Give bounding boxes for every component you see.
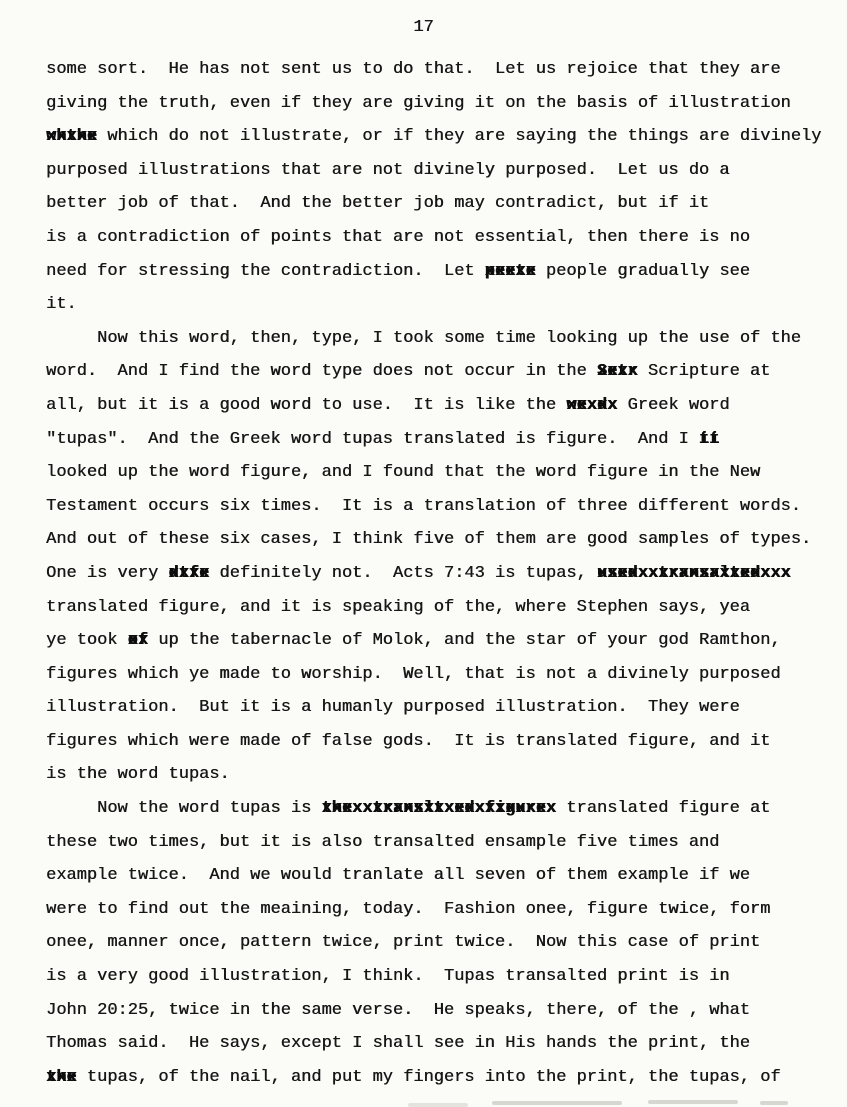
- text-segment: example twice. And we would tranlate all seven of them example if we: [46, 866, 750, 886]
- text-line: [46, 1061, 837, 1095]
- text-line: [46, 893, 837, 927]
- text-segment: is a contradiction of points that are not essential, then there is no: [46, 227, 750, 247]
- page-number: 17: [413, 18, 434, 37]
- text-line: [46, 389, 837, 423]
- text-line: [46, 221, 837, 255]
- struck-out-text: Setr xxxx: [597, 355, 638, 389]
- text-segment: these two times, but it is also transalted ensample five times and: [46, 832, 720, 852]
- text-line: [46, 994, 837, 1028]
- text-line: [46, 456, 837, 490]
- text-segment: John 20:25, twice in the same verse. He speaks, there, of the , what: [46, 1000, 750, 1020]
- text-line: [46, 187, 837, 221]
- text-segment: translated figure at: [556, 799, 771, 819]
- text-segment: "tupas". And the Greek word tupas translated is figure. And I: [46, 429, 699, 449]
- text-line: [46, 859, 837, 893]
- text-line: [46, 53, 837, 87]
- text-line: [46, 255, 837, 289]
- text-segment: giving the truth, even if they are giving it on the basis of illustration: [46, 93, 791, 113]
- text-line: [46, 758, 837, 792]
- text-line: [46, 792, 837, 826]
- struck-out-text: thexxtransltxedxfigurex xxxxxxxxxxxxxxxxxxxxxxx: [321, 792, 556, 826]
- text-line: [46, 691, 837, 725]
- text-segment: figures which were made of false gods. It is translated figure, and it: [46, 731, 771, 751]
- text-segment: Now the word tupas is: [46, 799, 322, 819]
- bottom-cutoff-line-fragment: [492, 1101, 622, 1105]
- text-segment: were to find out the meaining, today. Fashion onee, figure twice, form: [46, 899, 771, 919]
- bottom-cutoff-line-fragment: [760, 1101, 788, 1105]
- text-line: [46, 355, 837, 389]
- text-line: [46, 490, 837, 524]
- text-segment: is a very good illustration, I think. Tupas transalted print is in: [46, 967, 730, 987]
- struck-out-text: dtfe xxxx: [168, 557, 209, 591]
- text-line: [46, 624, 837, 658]
- struck-out-text: whthe xxxxx: [46, 120, 97, 154]
- text-segment: better job of that. And the better job may contradict, but if it: [46, 194, 710, 214]
- text-segment: Testament occurs six times. It is a translation of three different words.: [46, 496, 801, 516]
- text-line: [46, 322, 837, 356]
- text-line: [46, 926, 837, 960]
- text-segment: some sort. He has not sent us to do that. Let us rejoice that they are: [46, 60, 781, 79]
- text-line: [46, 154, 837, 188]
- text-segment: up the tabernacle of Molok, and the star of your god Ramthon,: [148, 631, 781, 651]
- text-line: [46, 557, 837, 591]
- text-line: [46, 87, 837, 121]
- text-segment: looked up the word figure, and I found that the word figure in the New: [46, 463, 761, 483]
- struck-out-text: of xx: [128, 624, 148, 658]
- text-segment: One is very: [46, 563, 169, 583]
- text-segment: Now this word, then, type, I took some time looking up the use of the: [46, 328, 801, 348]
- typewritten-page-body: [46, 53, 837, 1094]
- text-line: [46, 591, 837, 625]
- text-segment: Greek word: [617, 395, 730, 415]
- text-segment: it.: [46, 295, 77, 315]
- bottom-cutoff-line-fragment: [648, 1100, 738, 1104]
- struck-out-text: the xxx: [46, 1061, 77, 1095]
- text-segment: tupas, of the nail, and put my fingers into the print, the tupas, of: [76, 1067, 781, 1087]
- text-segment: purposed illustrations that are not divinely purposed. Let us do a: [46, 160, 730, 180]
- text-segment: need for stressing the contradiction. Let: [46, 261, 485, 281]
- text-segment: translated figure, and it is speaking of the, where Stephen says, yea: [46, 597, 750, 617]
- text-line: [46, 658, 837, 692]
- bottom-cutoff-line-fragment: [408, 1103, 468, 1107]
- text-segment: people gradually see: [535, 261, 750, 281]
- struck-out-text: usedxxtransaltedxxx xxxxxxxxxxxxxxxxxxx: [597, 557, 791, 591]
- text-segment: which do not illustrate, or if they are saying the things are divinely: [97, 127, 822, 147]
- text-line: [46, 826, 837, 860]
- text-segment: onee, manner once, pattern twice, print twice. Now this case of print: [46, 933, 761, 953]
- text-segment: Thomas said. He says, except I shall see in His hands the print, the: [46, 1034, 750, 1054]
- text-line: [46, 120, 837, 154]
- text-segment: figures which ye made to worship. Well, that is not a divinely purposed: [46, 664, 781, 684]
- text-line: [46, 523, 837, 557]
- text-line: [46, 960, 837, 994]
- text-segment: definitely not. Acts 7:43 is tupas,: [209, 563, 597, 583]
- text-segment: word. And I find the word type does not occur in the: [46, 362, 597, 382]
- text-segment: Scripture at: [637, 362, 771, 382]
- text-segment: all, but it is a good word to use. It is like the: [46, 395, 567, 415]
- struck-out-text: peete xxxxx: [485, 255, 536, 289]
- text-segment: illustration. But it is a humanly purposed illustration. They were: [46, 698, 740, 718]
- text-segment: is the word tupas.: [46, 765, 230, 785]
- text-line: [46, 423, 837, 457]
- text-line: [46, 288, 837, 322]
- text-line: [46, 725, 837, 759]
- text-segment: And out of these six cases, I think five of them are good samples of types.: [46, 530, 812, 550]
- struck-out-text: ii tt: [699, 423, 719, 457]
- struck-out-text: wexdx xxxxx: [566, 389, 617, 423]
- text-line: [46, 1027, 837, 1061]
- text-segment: ye took: [46, 631, 128, 651]
